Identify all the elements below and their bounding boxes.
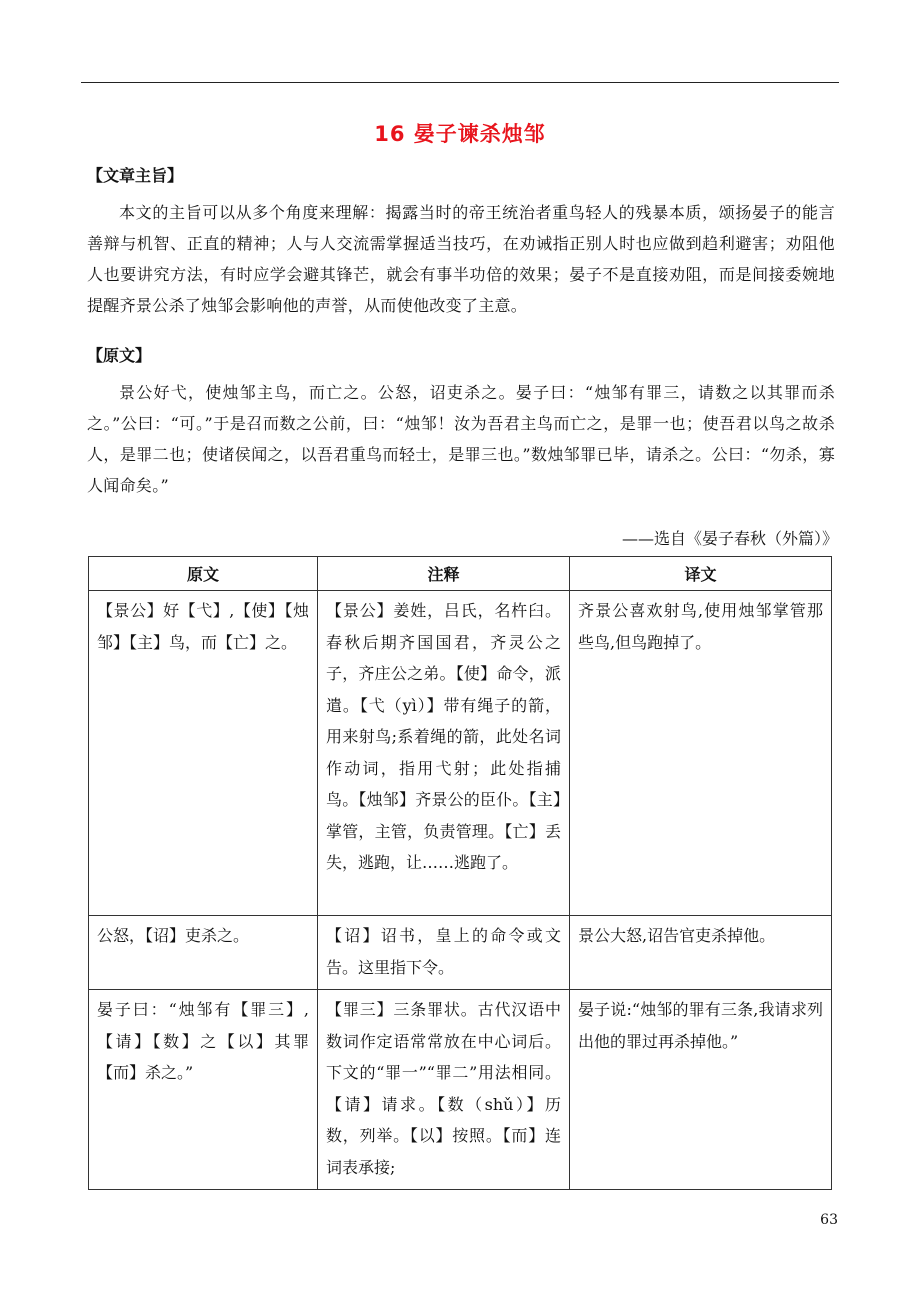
column-header-translation: 译文	[570, 557, 832, 591]
table-row	[89, 591, 832, 916]
cell-original: 【景公】好【弋】,【使】【烛邹】【主】鸟，而【亡】之。	[89, 591, 318, 916]
header-rule	[81, 82, 839, 83]
table-row	[89, 990, 832, 1190]
cell-original: 公怒，【诏】吏杀之。	[89, 916, 318, 990]
annotation-table	[88, 556, 832, 1190]
theme-heading: 【文章主旨】	[87, 166, 184, 185]
column-header-original: 原文	[89, 557, 318, 591]
cell-original: 晏子曰：“烛邹有【罪三】,【请】【数】之【以】其罪【而】杀之。”	[89, 990, 318, 1190]
page-title: 16 晏子谏杀烛邹	[374, 122, 546, 146]
cell-notes: 【罪三】三条罪状。古代汉语中数词作定语常常放在中心词后。下文的“罪一”“罪二”用法相同。【请】请求。【数（shǔ）】历数，列举。【以】按照。【而】连词表承接;	[318, 990, 570, 1190]
column-header-notes: 注释	[318, 557, 570, 591]
cell-translation: 齐景公喜欢射鸟,使用烛邹掌管那些鸟,但鸟跑掉了。	[570, 591, 832, 916]
cell-notes: 【景公】姜姓，吕氏，名杵臼。春秋后期齐国国君，齐灵公之子，齐庄公之弟。【使】命令，派遣。【弋（yì）】带有绳子的箭，用来射鸟;系着绳的箭，此处名词作动词，指用弋射；此处指捕鸟。【烛邹】齐景公的臣仆。【主】掌管，主管，负责管理。【亡】丢失，逃跑，让……逃跑了。	[318, 591, 570, 916]
source-citation: ——选自《晏子春秋（外篇）》	[621, 529, 838, 548]
original-heading: 【原文】	[87, 346, 152, 365]
cell-translation: 晏子说:“烛邹的罪有三条,我请求列出他的罪过再杀掉他。”	[570, 990, 832, 1190]
theme-paragraph: 本文的主旨可以从多个角度来理解：揭露当时的帝王统治者重鸟轻人的残暴本质，颂扬晏子的能言善辩与机智、正直的精神；人与人交流需掌握适当技巧，在劝诫指正别人时也应做到趋利避害；劝阻他人也要讲究方法，有时应学会避其锋芒，就会有事半功倍的效果；晏子不是直接劝阻，而是间接委婉地提醒齐景公杀了烛邹会影响他的声誉，从而使他改变了主意。	[87, 203, 835, 315]
original-paragraph: 景公好弋，使烛邹主鸟，而亡之。公怒，诏吏杀之。晏子曰：“烛邹有罪三，请数之以其罪而杀之。”公曰：“可。”于是召而数之公前，曰：“烛邹！汝为吾君主鸟而亡之，是罪一也；使吾君以鸟之故杀人，是罪二也；使诸侯闻之，以吾君重鸟而轻士，是罪三也。”数烛邹罪已毕，请杀之。公曰：“勿杀，寡人闻命矣。”	[87, 383, 835, 495]
table-row	[89, 916, 832, 990]
cell-notes: 【诏】诏书，皇上的命令或文告。这里指下令。	[318, 916, 570, 990]
cell-translation: 景公大怒,诏告官吏杀掉他。	[570, 916, 832, 990]
page-number: 63	[820, 1212, 838, 1228]
table-header-row	[89, 557, 832, 591]
